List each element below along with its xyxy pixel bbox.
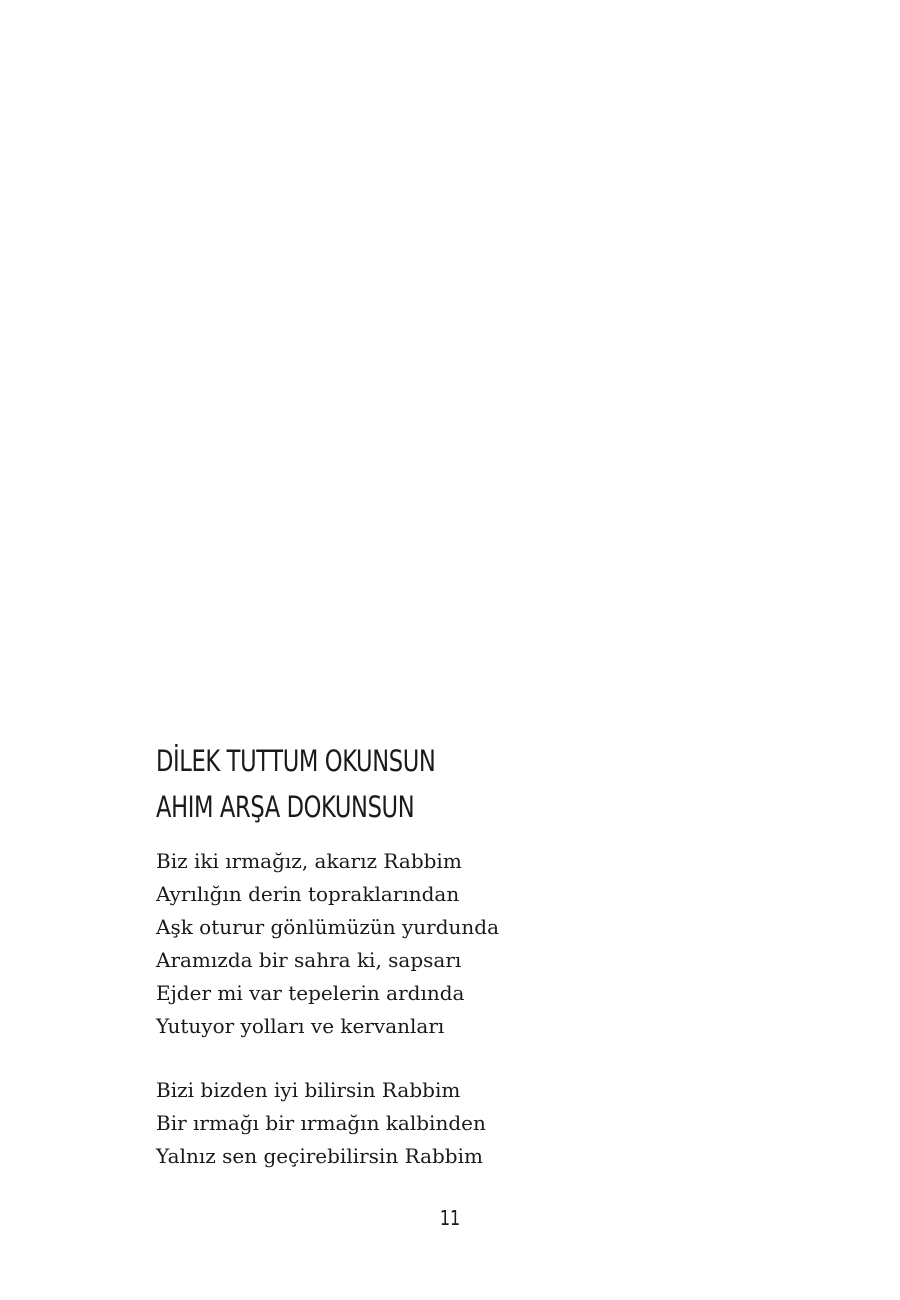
verse-line: Ayrılığın derin topraklarından [156, 882, 460, 906]
verse-line: Yalnız sen geçirebilirsin Rabbim [156, 1144, 483, 1168]
poem-title-line: AHIM ARŞA DOKUNSUN [156, 790, 415, 824]
verse-line: Aramızda bir sahra ki, sapsarı [156, 948, 462, 972]
verse-line: Bir ırmağı bir ırmağın kalbinden [156, 1111, 486, 1135]
poem-title-line: DİLEK TUTTUM OKUNSUN [156, 744, 436, 778]
poem-title [156, 738, 756, 830]
verse-line: Yutuyor yolları ve kervanları [156, 1014, 445, 1038]
verse-line: Aşk oturur gönlümüzün yurdunda [156, 915, 500, 939]
verse-line: Bizi bizden iyi bilirsin Rabbim [156, 1078, 461, 1102]
verse-line: Ejder mi var tepelerin ardında [156, 981, 465, 1005]
verse-line: Biz iki ırmağız, akarız Rabbim [156, 849, 462, 873]
poem-stanza-1 [156, 845, 756, 1043]
page-number: 11 [439, 1206, 461, 1230]
poem-stanza-2 [156, 1074, 756, 1173]
